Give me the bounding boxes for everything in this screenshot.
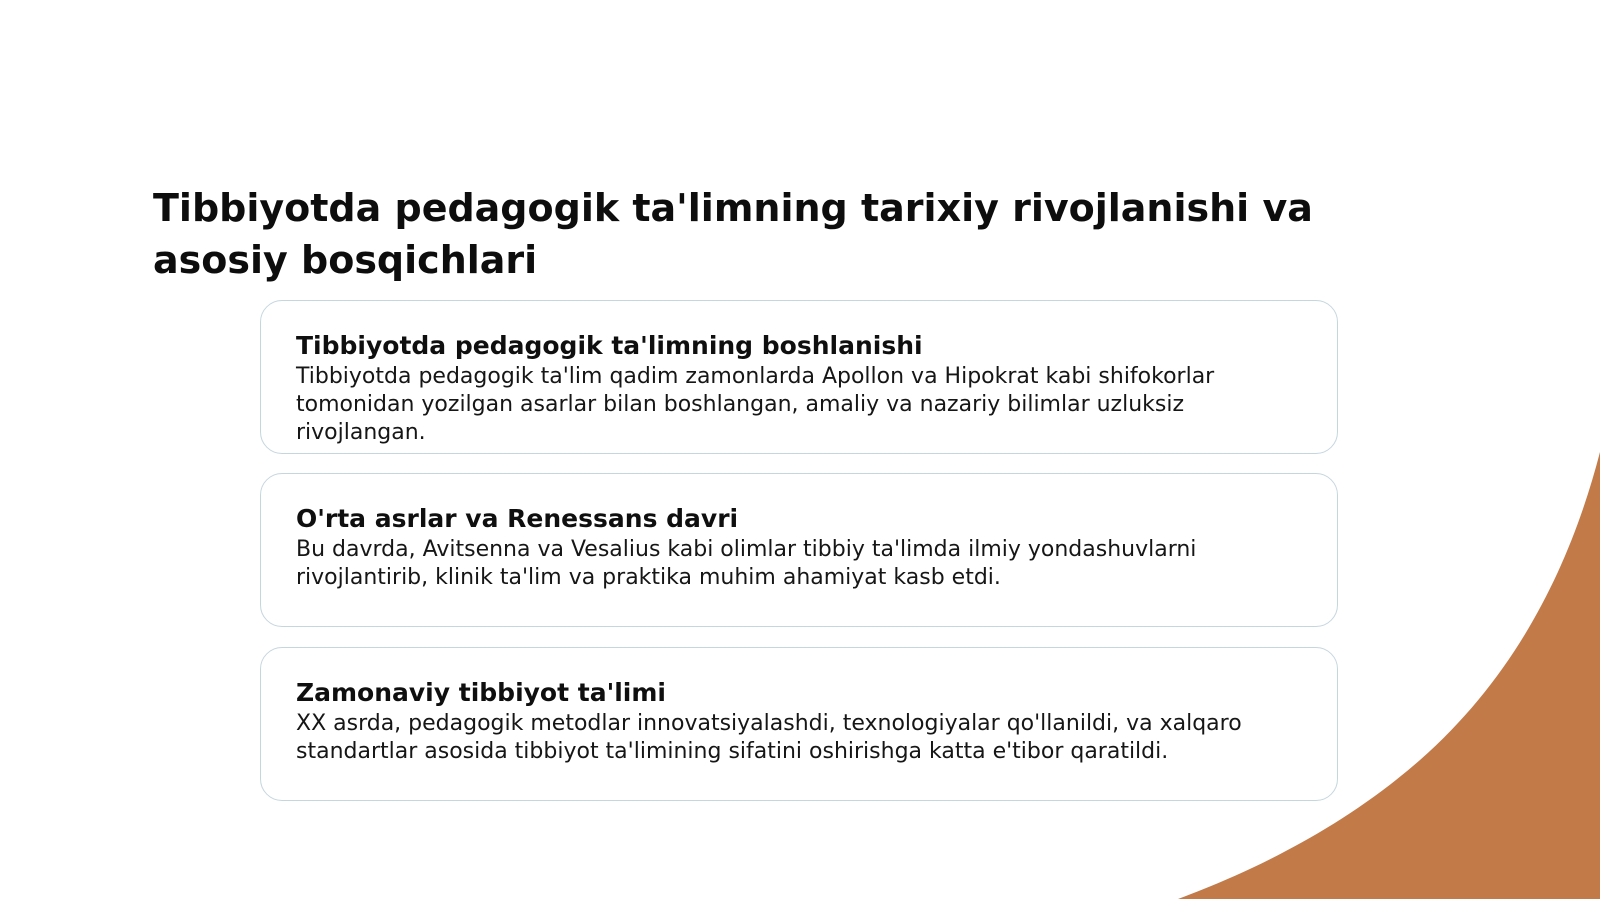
card-text: Bu davrda, Avitsenna va Vesalius kabi olimlar tibbiy ta'limda ilmiy yondashuvlarni rivojlantirib, klinik ta'lim va praktika muhim ahamiyat kasb etdi. bbox=[296, 537, 1197, 590]
card-text: Tibbiyotda pedagogik ta'lim qadim zamonlarda Apollon va Hipokrat kabi shifokorlar tomonidan yozilgan asarlar bilan boshlangan, amaliy va nazariy bilimlar uzluksiz rivojlangan. bbox=[296, 364, 1215, 445]
card-text: XX asrda, pedagogik metodlar innovatsiyalashdi, texnologiyalar qo'llanildi, va xalqaro standartlar asosida tibbiyot ta'limining sifatini oshirishga katta e'tibor qaratildi. bbox=[296, 711, 1242, 764]
card-modern bbox=[260, 647, 1338, 801]
card-beginning bbox=[260, 300, 1338, 454]
card-heading: O'rta asrlar va Renessans davri bbox=[296, 504, 739, 533]
card-middle-ages bbox=[260, 473, 1338, 627]
card-heading: Zamonaviy tibbiyot ta'limi bbox=[296, 678, 666, 707]
card-heading: Tibbiyotda pedagogik ta'limning boshlanishi bbox=[296, 331, 923, 360]
slide-title: Tibbiyotda pedagogik ta'limning tarixiy rivojlanishi va asosiy bosqichlari bbox=[153, 186, 1313, 282]
